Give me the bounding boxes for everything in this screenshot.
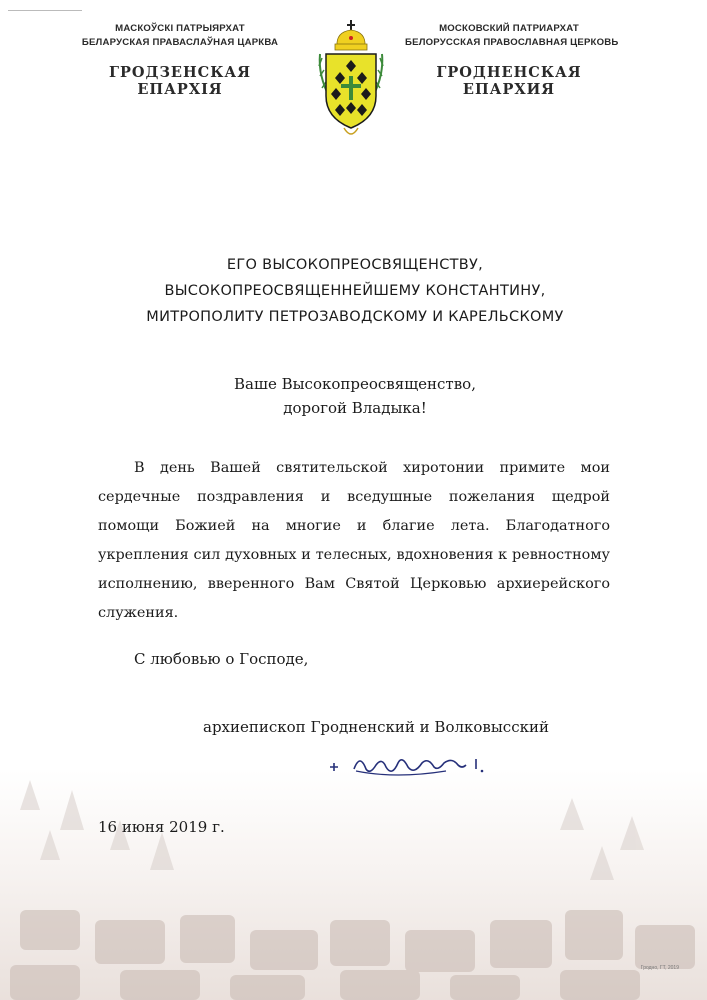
- diocese-word-ru: ЕПАРХИЯ: [462, 81, 556, 98]
- letter-date: 16 июня 2019 г.: [98, 818, 225, 836]
- print-code: Гродно, ГТ, 2019: [640, 965, 679, 971]
- signatory-title: архиепископ Гродненский и Волковысский: [203, 718, 549, 736]
- salutation-line-1: Ваше Высокопреосвященство,: [234, 375, 476, 393]
- salutation: [190, 372, 520, 420]
- handwritten-signature: [326, 745, 496, 785]
- salutation-line-2: дорогой Владыка!: [283, 399, 427, 417]
- header-russian: [405, 22, 619, 98]
- patriarchate-label-by: МАСКОЎСКІ ПАТРЫЯРХАТ: [115, 23, 245, 34]
- letter-body: В день Вашей святительской хиротонии примите мои сердечные поздравления и вседушные пожелания щедрой помощи Божией на многие и благие лета. Благодатного укрепления сил духовных и телесных, вдохновения к ревностному исполнению, вверенного Вам Святой Церковью архиерейского служения.: [98, 460, 610, 621]
- address-line-2: ВЫСОКОПРЕОСВЯЩЕННЕЙШЕМУ КОНСТАНТИНУ,: [164, 283, 546, 299]
- diocese-name-by: ГРОДЗЕНСКАЯ: [109, 64, 251, 81]
- address-line-3: МИТРОПОЛИТУ ПЕТРОЗАВОДСКОМУ И КАРЕЛЬСКОМУ: [146, 309, 564, 325]
- address-line-1: ЕГО ВЫСОКОПРЕОСВЯЩЕНСТВУ,: [226, 257, 484, 273]
- church-label-by: БЕЛАРУСКАЯ ПРАВАСЛАЎНАЯ ЦАРКВА: [81, 37, 279, 48]
- church-label-ru: БЕЛОРУССКАЯ ПРАВОСЛАВНАЯ ЦЕРКОВЬ: [405, 37, 619, 48]
- diocese-word-by: ЕПАРХІЯ: [137, 81, 223, 98]
- header-belarusian: [80, 22, 280, 98]
- diocese-name-ru: ГРОДНЕНСКАЯ: [436, 64, 582, 81]
- diocesan-coat-of-arms-icon: [316, 16, 386, 142]
- recipient-address: [140, 252, 570, 330]
- closing-phrase: С любовью о Господе,: [134, 650, 309, 668]
- fold-mark: [8, 10, 82, 11]
- patriarchate-label-ru: МОСКОВСКИЙ ПАТРИАРХАТ: [439, 23, 579, 34]
- ornamental-background: [0, 770, 707, 1000]
